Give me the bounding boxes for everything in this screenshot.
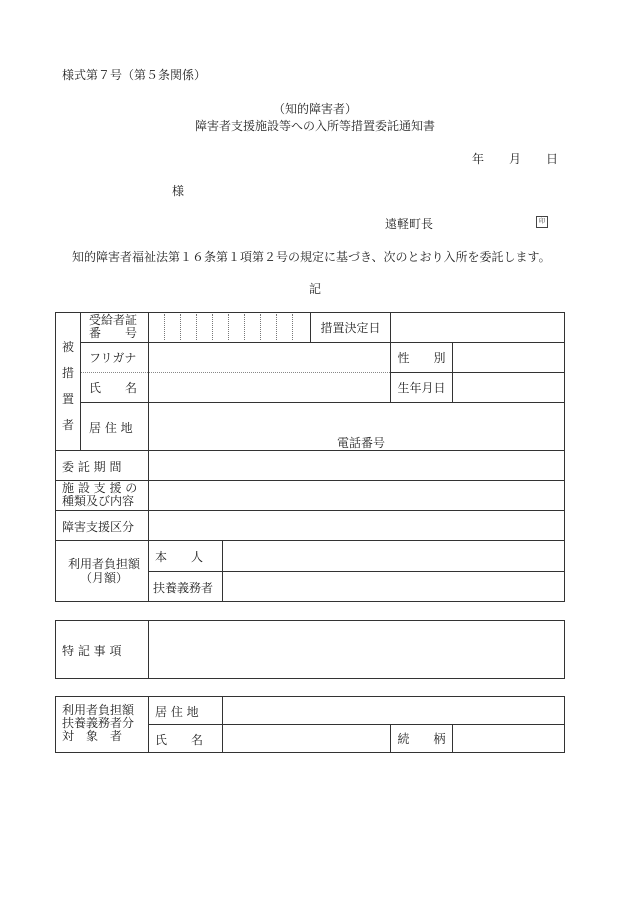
supporter-label: 扶養義務者: [153, 581, 214, 595]
relation-label: 続 柄: [397, 731, 446, 746]
issuer: 遠軽町長: [385, 217, 434, 231]
ki-label: 記: [308, 282, 321, 296]
supporter-target-label: 利用者負担額 扶養義務者分 対 象 者: [62, 703, 135, 743]
recipient-number-label: 受給者証 番 号: [89, 313, 138, 340]
group-label-hisochisha: 被 措 置 者: [61, 340, 74, 432]
support-class-label: 障害支援区分: [62, 520, 135, 534]
supporter-name-label: 氏 名: [155, 733, 204, 747]
body-text: 知的障害者福祉法第１６条第１項第２号の規定に基づき、次のとおり入所を委託します。: [72, 250, 551, 264]
address-label: 居 住 地: [89, 421, 133, 435]
addressee-suffix: 様: [172, 184, 185, 198]
date-year-label: 年: [472, 152, 485, 166]
period-label: 委 託 期 間: [62, 460, 122, 474]
facility-type-label: 施 設 支 援 の 種類及び内容: [62, 481, 138, 508]
seal-mark: 印: [536, 216, 548, 228]
phone-label: 電話番号: [337, 436, 386, 450]
self-label: 本 人: [155, 550, 204, 564]
form-number: 様式第７号（第５条関係）: [62, 68, 207, 82]
name-label: 氏 名: [89, 381, 138, 395]
form-subtitle: （知的障害者）: [272, 102, 357, 116]
gender-label: 性 別: [397, 350, 446, 365]
form-title: 障害者支援施設等への入所等措置委託通知書: [194, 119, 435, 133]
decision-date-label: 措置決定日: [320, 320, 381, 335]
date-day-label: 日: [546, 152, 559, 166]
birthdate-label: 生年月日: [397, 380, 446, 395]
user-burden-label: 利用者負担額 （月額）: [67, 557, 140, 585]
supporter-address-label: 居 住 地: [155, 705, 199, 719]
special-notes-label: 特 記 事 項: [62, 644, 122, 658]
furigana-label: フリガナ: [89, 351, 137, 365]
date-month-label: 月: [509, 152, 522, 166]
